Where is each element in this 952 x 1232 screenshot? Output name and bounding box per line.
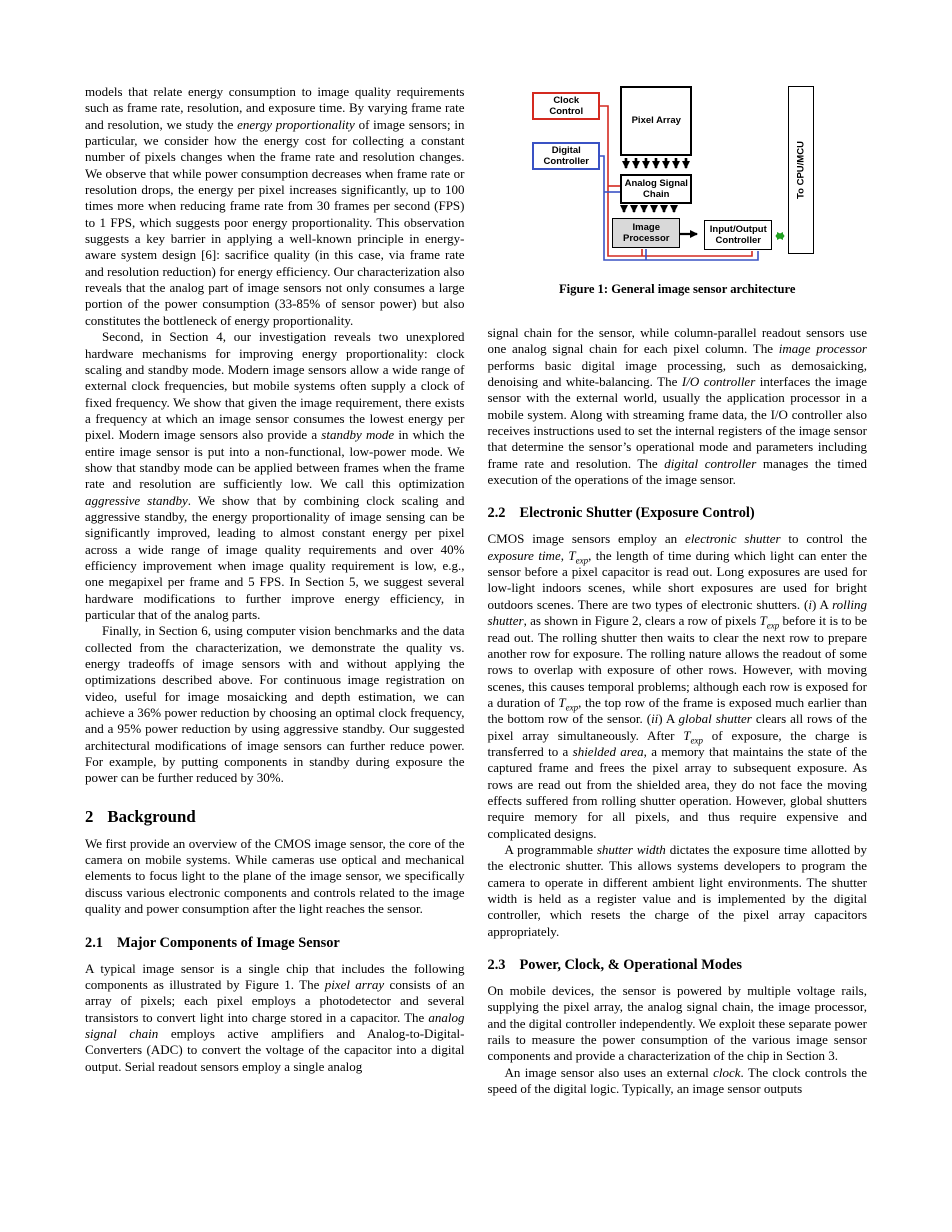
figure-1-diagram [532, 86, 822, 266]
figure-box-to-cpu [788, 86, 814, 254]
paragraph-power-2: An image sensor also uses an external clock. The clock controls the speed of the digital logic. Typically, an image sensor outputs [487, 1064, 867, 1097]
clock-control-label: Clock Control [549, 94, 584, 117]
figure-box-io-controller [704, 220, 772, 250]
paragraph-components: A typical image sensor is a single chip that includes the following components as illustrated by Figure 1. The pixel array consists of an array of pixels; each pixel employs a photodetector and several transistors to convert light into charge stored in a capacitor. The analog signal chain employs active amplifiers and Analog-to-Digital-Converters (ADC) to convert the voltage of the capacitor into a digital output. Serial readout sensors employ a single analog [85, 960, 465, 1074]
figure-box-analog-signal-chain [620, 174, 692, 204]
pixel-array-label: Pixel Array [631, 115, 681, 127]
subsection-title: Electronic Shutter (Exposure Control) [519, 505, 755, 522]
paragraph-shutter-2: A programmable shutter width dictates the exposure time allotted by the electronic shutter. This allows systems developers to program the camera to operate in different ambient light environments. The shutter width is held as a register value and is implemented by the digital controller, which resets the charge of the pixel array capacitors appropriately. [487, 841, 867, 939]
paragraph-intro-continuation: models that relate energy consumption to image quality requirements such as frame rate, resolution, and exposure time. By varying frame rate and resolution, we study the energy proportionality of image sensors; in particular, we consider how the energy cost for collecting a constant number of pixels changes when the frame rate and resolution changes. We observe that while power consumption decreases when frame rate or resolution drops, the energy per pixel increases significantly, up to 100 times more when reducing frame rate from 30 frames per second (FPS) to 1 FPS, which suggests poor energy proportionality. This observation suggests a key barrier in applying a well-known principle in energy-aware system design [6]: sacrifice quality (in this case, via frame rate and resolution reduction) for energy efficiency. Our characterization also reveals that the analog part of image sensors not only consumes a large portion of the power consumption (33-85% of sensor power) but also constitutes the bottleneck of energy proportionality. [85, 84, 465, 328]
paragraph-shutter-1: CMOS image sensors employ an electronic shutter to control the exposure time, $T_{exp}$, the length of time during which light can enter the sensor before a pixel capacitor is read out. Long exposures are used for low-light indoors scenes, while short exposures are used for bright outdoors scenes. There are two types of electronic shutters. (i) A rolling shutter, as shown in Figure 2, clears a row of pixels $T_{exp}$ before it is to be read out. The rolling shutter then waits to clear the next row to prepare another row for exposure. The rolling nature allows the readout of some rows to overlap with exposure of other rows. However, with moving scenes, this causes temporal problems; although each row is exposed for a duration of $T_{exp}$, the top row of the frame is exposed much earlier than the bottom row of the sensor. (ii) A global shutter clears all rows of the pixel array simultaneously. After $T_{exp}$ of exposure, the charge is transferred to a shielded area, a memory that maintains the state of the captured frame and frees the pixel array to subsequent exposure. As rows are read out from the shielded area, they do not face the moving effects suffered from rolling shutter operation. However, global shutters require memory for all pixels, and thus require expensive and complicated designs. [487, 531, 868, 841]
figure-box-digital-controller [532, 142, 600, 170]
paragraph-background-intro: We first provide an overview of the CMOS image sensor, the core of the camera on mobile systems. While cameras use optical and mechanical elements to focus light to the plane of the image sensor, we specifically discuss various electronic components and controls related to the image quality and power consumption after the light reaches the sensor. [85, 835, 465, 917]
io-controller-label: Input/Output Controller [709, 223, 767, 246]
subsection-2-2-heading [488, 505, 868, 522]
figure-1-caption: Figure 1: General image sensor architecture [558, 282, 796, 296]
subsection-number: 2.2 [487, 505, 506, 522]
section-number: 2 [85, 806, 94, 826]
subsection-title: Major Components of Image Sensor [117, 934, 340, 951]
subsection-title: Power, Clock, & Operational Modes [519, 957, 742, 974]
paragraph-readout: signal chain for the sensor, while column-parallel readout sensors use one analog signal chain for each pixel column. The image processor performs basic digital image processing, such as demosaicking, denoising and white-balancing. The I/O controller interfaces the image sensor with the external world, usually the application processor in a mobile system. Along with streaming frame data, the I/O controller also receives instructions used to set the internal registers of the image sensor that determine the sensor’s operational mode and parameters including frame rate and resolution. The digital controller manages the timed execution of the operations of the image sensor. [487, 325, 868, 488]
to-cpu-label: To CPU/MCU [795, 141, 807, 199]
two-column-layout [85, 84, 867, 1097]
digital-controller-label: Digital Controller [543, 144, 589, 167]
section-title: Background [107, 806, 196, 826]
left-column [85, 84, 465, 1097]
image-processor-label: Image Processor [623, 221, 670, 244]
subsection-number: 2.3 [487, 957, 506, 974]
subsection-2-1-heading [85, 935, 465, 952]
subsection-2-3-heading [488, 957, 868, 974]
subsection-number: 2.1 [85, 934, 103, 951]
paragraph-contribution-2: Second, in Section 4, our investigation reveals two unexplored hardware mechanisms for improving energy proportionality: clock scaling and standby mode. Modern image sensors allow a wide range of external clock frequencies, but mobile systems often supply a clock of fixed frequency. We show that given the image requirement, there exists a frequency at which an image sensor consumes the lowest energy per pixel. Modern image sensors also provide a standby mode in which the entire image sensor is put into a non-functional, low-power mode. We show that standby mode can be applied between frames when the frame rate and resolution are sufficiently low. We call this optimization aggressive standby. We show that by combining clock scaling and aggressive standby, the energy proportionality of image sensing can be significantly improved, leading to almost constant energy per pixel across a wide range of image quality requirements and over 40% efficiency improvement when image quality requirement is low, e.g., one megapixel per frame and 5 FPS. In Section 5, we suggest several hardware modifications to further improve energy efficiency, in particular that of the analog parts. [85, 329, 465, 622]
figure-box-pixel-array [620, 86, 692, 156]
figure-box-clock-control [532, 92, 600, 120]
right-column [488, 84, 868, 1097]
figure-1 [488, 86, 868, 297]
analog-signal-chain-label: Analog Signal Chain [624, 177, 688, 200]
paragraph-power-1: On mobile devices, the sensor is powered by multiple voltage rails, supplying the pixel array, the analog signal chain, the image processor, and the digital controller independently. We exploit these separate power rails to measure the power consumption of the various image sensor components and provide a characterization of the chip in Section 3. [487, 983, 867, 1064]
figure-box-image-processor [612, 218, 680, 248]
paragraph-contribution-3: Finally, in Section 6, using computer vision benchmarks and the data collected from the characterization, we demonstrate the quality vs. energy tradeoffs of image sensors with and without applying the optimizations described above. For continuous image registration on video, useful for image mosaicking and depth estimation, we can achieve a 36% power reduction by choosing an optimal clock frequency, and a 95% power reduction by using aggressive standby. Our suggested architectural modifications of image sensors can further reduce power. For example, by putting components in standby during exposure the power can be further reduced by 30%. [85, 623, 465, 786]
section-2-heading [85, 807, 465, 827]
